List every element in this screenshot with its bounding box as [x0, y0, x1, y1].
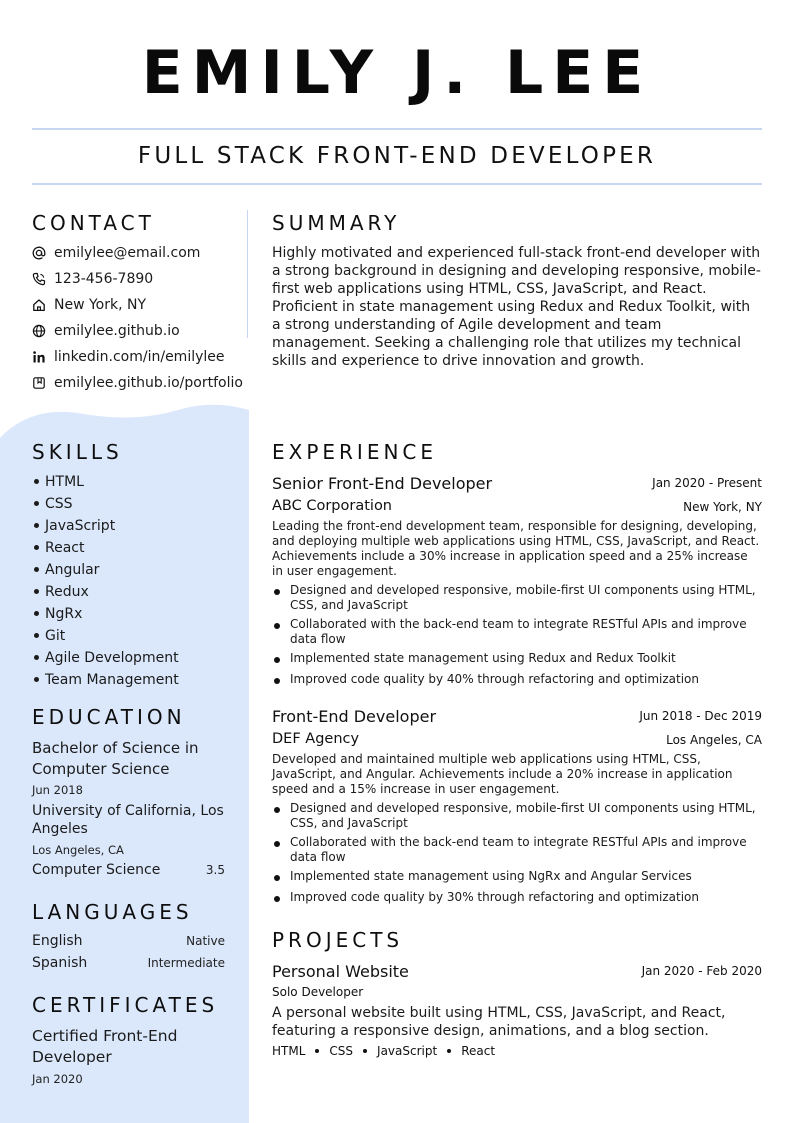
phone-icon: [32, 272, 46, 286]
job-bullet: Collaborated with the back-end team to integrate RESTful APIs and improve data flow: [272, 835, 762, 865]
at-icon: [32, 246, 46, 260]
linkedin-icon: [32, 350, 46, 364]
language-name: English: [32, 933, 83, 949]
portfolio-icon: [32, 376, 46, 390]
project-dates: Jan 2020 - Feb 2020: [641, 964, 762, 978]
skill-item: HTML: [32, 472, 84, 492]
skill-item: React: [32, 538, 84, 558]
certificates-heading: CERTIFICATES: [32, 993, 219, 1017]
job-bullet: Improved code quality by 40% through refactoring and optimization: [272, 672, 762, 687]
job-title: FULL STACK FRONT-END DEVELOPER: [137, 143, 657, 169]
contact-location: [32, 295, 146, 315]
job-description: Leading the front-end development team, responsible for designing, developing, and deploying multiple web applications using HTML, CSS, JavaScript, and React. Achievements include a 30% increase in application speed and a 25% increase in user engagement.: [272, 519, 760, 578]
project-tag: React: [461, 1044, 496, 1058]
skill-item: CSS: [32, 494, 73, 514]
contact-phone-text: 123-456-7890: [54, 271, 154, 287]
job-bullet: Implemented state management using NgRx and Angular Services: [272, 869, 762, 884]
certificate-name: Certified Front-End Developer: [32, 1027, 178, 1066]
job-role: Senior Front-End Developer: [272, 474, 493, 493]
job-location: New York, NY: [683, 500, 762, 514]
education-date: Jun 2018: [32, 783, 83, 797]
education-school: University of California, Los Angeles: [32, 803, 224, 837]
contact-portfolio[interactable]: [32, 373, 243, 393]
education-location: Los Angeles, CA: [32, 843, 124, 857]
contact-phone[interactable]: [32, 269, 153, 289]
home-icon: [32, 298, 46, 312]
job-dates: Jan 2020 - Present: [652, 476, 762, 490]
project-description: A personal website built using HTML, CSS, JavaScript, and React, featuring a responsive design, animations, and a blog section.: [272, 1005, 726, 1039]
project-name: Personal Website: [272, 962, 409, 981]
job-bullet: Implemented state management using Redux and Redux Toolkit: [272, 651, 762, 666]
column-divider: [247, 210, 248, 338]
job-bullet: Designed and developed responsive, mobile-first UI components using HTML, CSS, and JavaScript: [272, 583, 762, 613]
education-heading: EDUCATION: [32, 705, 186, 729]
education-degree: Bachelor of Science in Computer Science: [32, 739, 199, 778]
skill-item: Git: [32, 626, 65, 646]
contact-linkedin[interactable]: [32, 347, 225, 367]
project-tags: [272, 1044, 495, 1058]
skill-item: NgRx: [32, 604, 82, 624]
summary-text: Highly motivated and experienced full-stack front-end developer with a strong background in designing and developing responsive, mobile-first web applications using HTML, CSS, JavaScript, and React. Proficient in state management using Redux and Redux Toolkit, with a strong understanding of Agile development and team management. Seeking a challenging role that utilizes my technical skills and experience to drive innovation and growth.: [272, 245, 761, 369]
language-name: Spanish: [32, 955, 88, 971]
globe-icon: [32, 324, 46, 338]
skill-item: Angular: [32, 560, 99, 580]
skill-item: Redux: [32, 582, 89, 602]
summary-heading: SUMMARY: [272, 211, 401, 235]
skill-item: Agile Development: [32, 648, 179, 668]
experience-heading: EXPERIENCE: [272, 440, 438, 464]
job-description: Developed and maintained multiple web applications using HTML, CSS, JavaScript, and Angular. Achievements include a 20% increase in application speed and a 15% increase in user engagement.: [272, 752, 733, 796]
project-tag: CSS: [329, 1044, 354, 1058]
projects-heading: PROJECTS: [272, 928, 404, 952]
job-company: DEF Agency: [272, 731, 360, 747]
job-company: ABC Corporation: [272, 498, 393, 514]
education-gpa: 3.5: [205, 863, 225, 877]
contact-email-text: emilylee@email.com: [54, 245, 201, 261]
header-divider-bottom: [32, 183, 762, 185]
project-tag: HTML: [272, 1044, 306, 1058]
contact-website-text: emilylee.github.io: [54, 323, 180, 339]
candidate-name: EMILY J. LEE: [141, 38, 653, 108]
skills-heading: SKILLS: [32, 440, 123, 464]
education-field: Computer Science: [32, 862, 161, 878]
language-level: Intermediate: [147, 956, 225, 970]
header-divider-top: [32, 128, 762, 130]
job-dates: Jun 2018 - Dec 2019: [639, 709, 762, 723]
job-bullet: Designed and developed responsive, mobile-first UI components using HTML, CSS, and JavaScript: [272, 801, 762, 831]
project-tag: JavaScript: [377, 1044, 438, 1058]
contact-email[interactable]: [32, 243, 200, 263]
contact-linkedin-text: linkedin.com/in/emilylee: [54, 349, 225, 365]
skill-item: JavaScript: [32, 516, 115, 536]
contact-website[interactable]: [32, 321, 180, 341]
job-bullet: Improved code quality by 30% through refactoring and optimization: [272, 890, 762, 905]
project-role: Solo Developer: [272, 985, 364, 999]
languages-heading: LANGUAGES: [32, 900, 193, 924]
contact-heading: CONTACT: [32, 211, 155, 235]
job-role: Front-End Developer: [272, 707, 437, 726]
certificate-date: Jan 2020: [32, 1072, 83, 1086]
skill-item: Team Management: [32, 670, 179, 690]
contact-location-text: New York, NY: [54, 297, 147, 313]
contact-portfolio-text: emilylee.github.io/portfolio: [54, 375, 243, 391]
job-location: Los Angeles, CA: [666, 733, 762, 747]
language-level: Native: [186, 934, 225, 948]
job-bullet: Collaborated with the back-end team to integrate RESTful APIs and improve data flow: [272, 617, 762, 647]
